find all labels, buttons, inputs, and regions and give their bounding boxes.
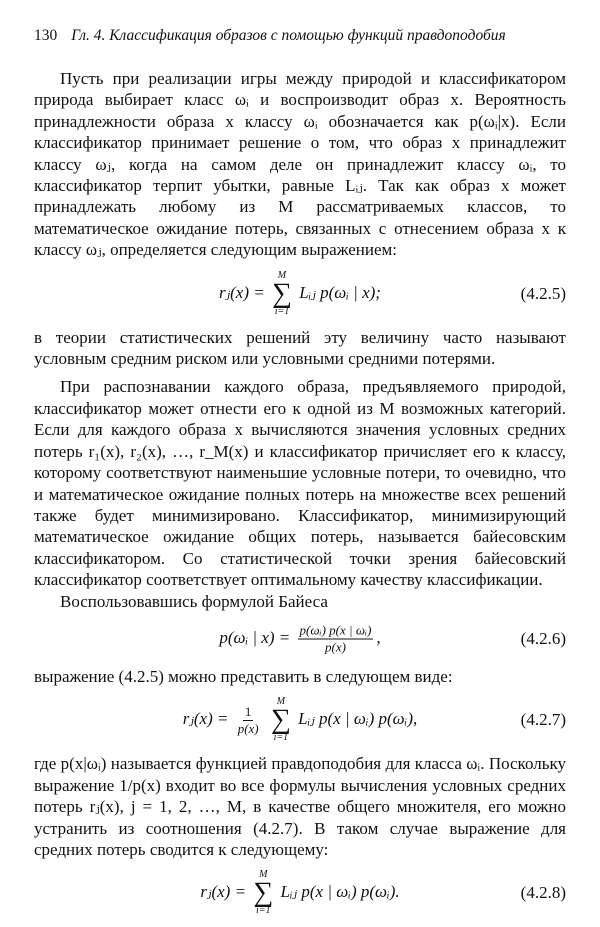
- equation-number: (4.2.8): [520, 883, 566, 903]
- fraction-numerator: p(ωᵢ) p(x | ωᵢ): [299, 622, 372, 638]
- sum-symbol: M ∑ i=1: [271, 269, 292, 317]
- running-title: Гл. 4. Классификация образов с помощью функций правдоподобия: [71, 27, 506, 44]
- paragraph-4: Воспользовавшись формулой Байеса: [60, 591, 328, 611]
- equation-rhs: Lᵢⱼ p(x | ωᵢ) p(ωᵢ).: [280, 882, 400, 902]
- sum-lower-limit: i=1: [274, 305, 290, 317]
- paragraph-6: где p(x|ωᵢ) называется функцией правдоподобия для класса ωᵢ. Поскольку выражение 1/p(x) входит во все формулы вычисления условных средних потерь rⱼ(x), j = 1, 2, …, M, в качестве общего множителя, его можно устранить из соотношения (4.2.7). В таком случае выражение для средних потерь сводится к следующему:: [34, 754, 566, 859]
- book-page: [34, 26, 566, 926]
- paragraph-2: в теории статистических решений эту величину часто называют условным средним риском или условными средними потерями.: [34, 327, 566, 369]
- equation-4-2-7: [34, 687, 566, 753]
- paragraph-1: Пусть при реализации игры между природой и классификатором природа выбирает класс ωᵢ и воспроизводит образ x. Вероятность принадлежности образа x классу ωᵢ обозначается как p(ωᵢ|x). Если классификатор принимает решение о том, что образ x принадлежит классу ωⱼ, когда на самом деле он принадлежит классу ωᵢ, то классификатор терпит убытки, равные Lᵢⱼ. Так как образ x может принадлежать любому из M рассматриваемых классов, то математическое ожидание потерь, связанных с отнесением образа x к классу ωⱼ, определяется следующим выражением:: [34, 69, 566, 260]
- equation-number: (4.2.6): [520, 628, 566, 648]
- paragraph-3: При распознавании каждого образа, предъявляемого природой, классификатор может отнести его к одной из M возможных категорий. Если для каждого образа x вычисляются значения условных средних потерь r₁(x), r₂(x), …, r_M(x) и классификатор причисляет его к классу, которому соответствуют наименьшие условные потери, то очевидно, что и математическое ожидание полных потерь на множестве всех решений также будет минимизировано. Классификатор, минимизирующий математическое ожидание общих потерь, называется байесовским классификатором. Со статистической точки зрения байесовский классификатор соответствует оптимальному качеству классификации.: [34, 377, 566, 590]
- running-header: [34, 26, 566, 46]
- equation-rhs: Lᵢⱼ p(x | ωᵢ) p(ωᵢ),: [298, 709, 418, 729]
- sum-upper-limit: M: [259, 869, 268, 881]
- fraction-denominator: p(x): [325, 639, 346, 655]
- equation-number: (4.2.7): [520, 710, 566, 730]
- page-number: 130: [34, 27, 58, 44]
- equation-rhs: Lᵢⱼ p(ωᵢ | x);: [299, 282, 381, 302]
- equation-4-2-8: [34, 860, 566, 926]
- equation-lhs: rⱼ(x) =: [219, 282, 265, 302]
- sum-upper-limit: M: [277, 269, 287, 281]
- sum-symbol: M ∑ i=1: [270, 696, 291, 744]
- sum-lower-limit: i=1: [256, 905, 271, 917]
- equation-4-2-5: [34, 261, 566, 327]
- equation-rhs: ,: [376, 627, 381, 647]
- equation-lhs: p(ωᵢ | x) =: [219, 627, 291, 647]
- fraction-denominator: p(x): [237, 720, 259, 736]
- sum-upper-limit: M: [276, 696, 286, 708]
- equation-lhs: rⱼ(x) =: [182, 709, 229, 729]
- equation-number: (4.2.5): [520, 283, 566, 303]
- equation-lhs: rⱼ(x) =: [200, 882, 247, 902]
- equation-4-2-6: [34, 612, 566, 666]
- sum-lower-limit: i=1: [273, 732, 289, 744]
- sum-symbol: M ∑ i=1: [253, 869, 274, 917]
- paragraph-5: выражение (4.2.5) можно представить в следующем виде:: [34, 666, 453, 686]
- fraction-numerator: 1: [244, 703, 252, 719]
- fraction: [298, 622, 374, 655]
- fraction: [236, 704, 261, 737]
